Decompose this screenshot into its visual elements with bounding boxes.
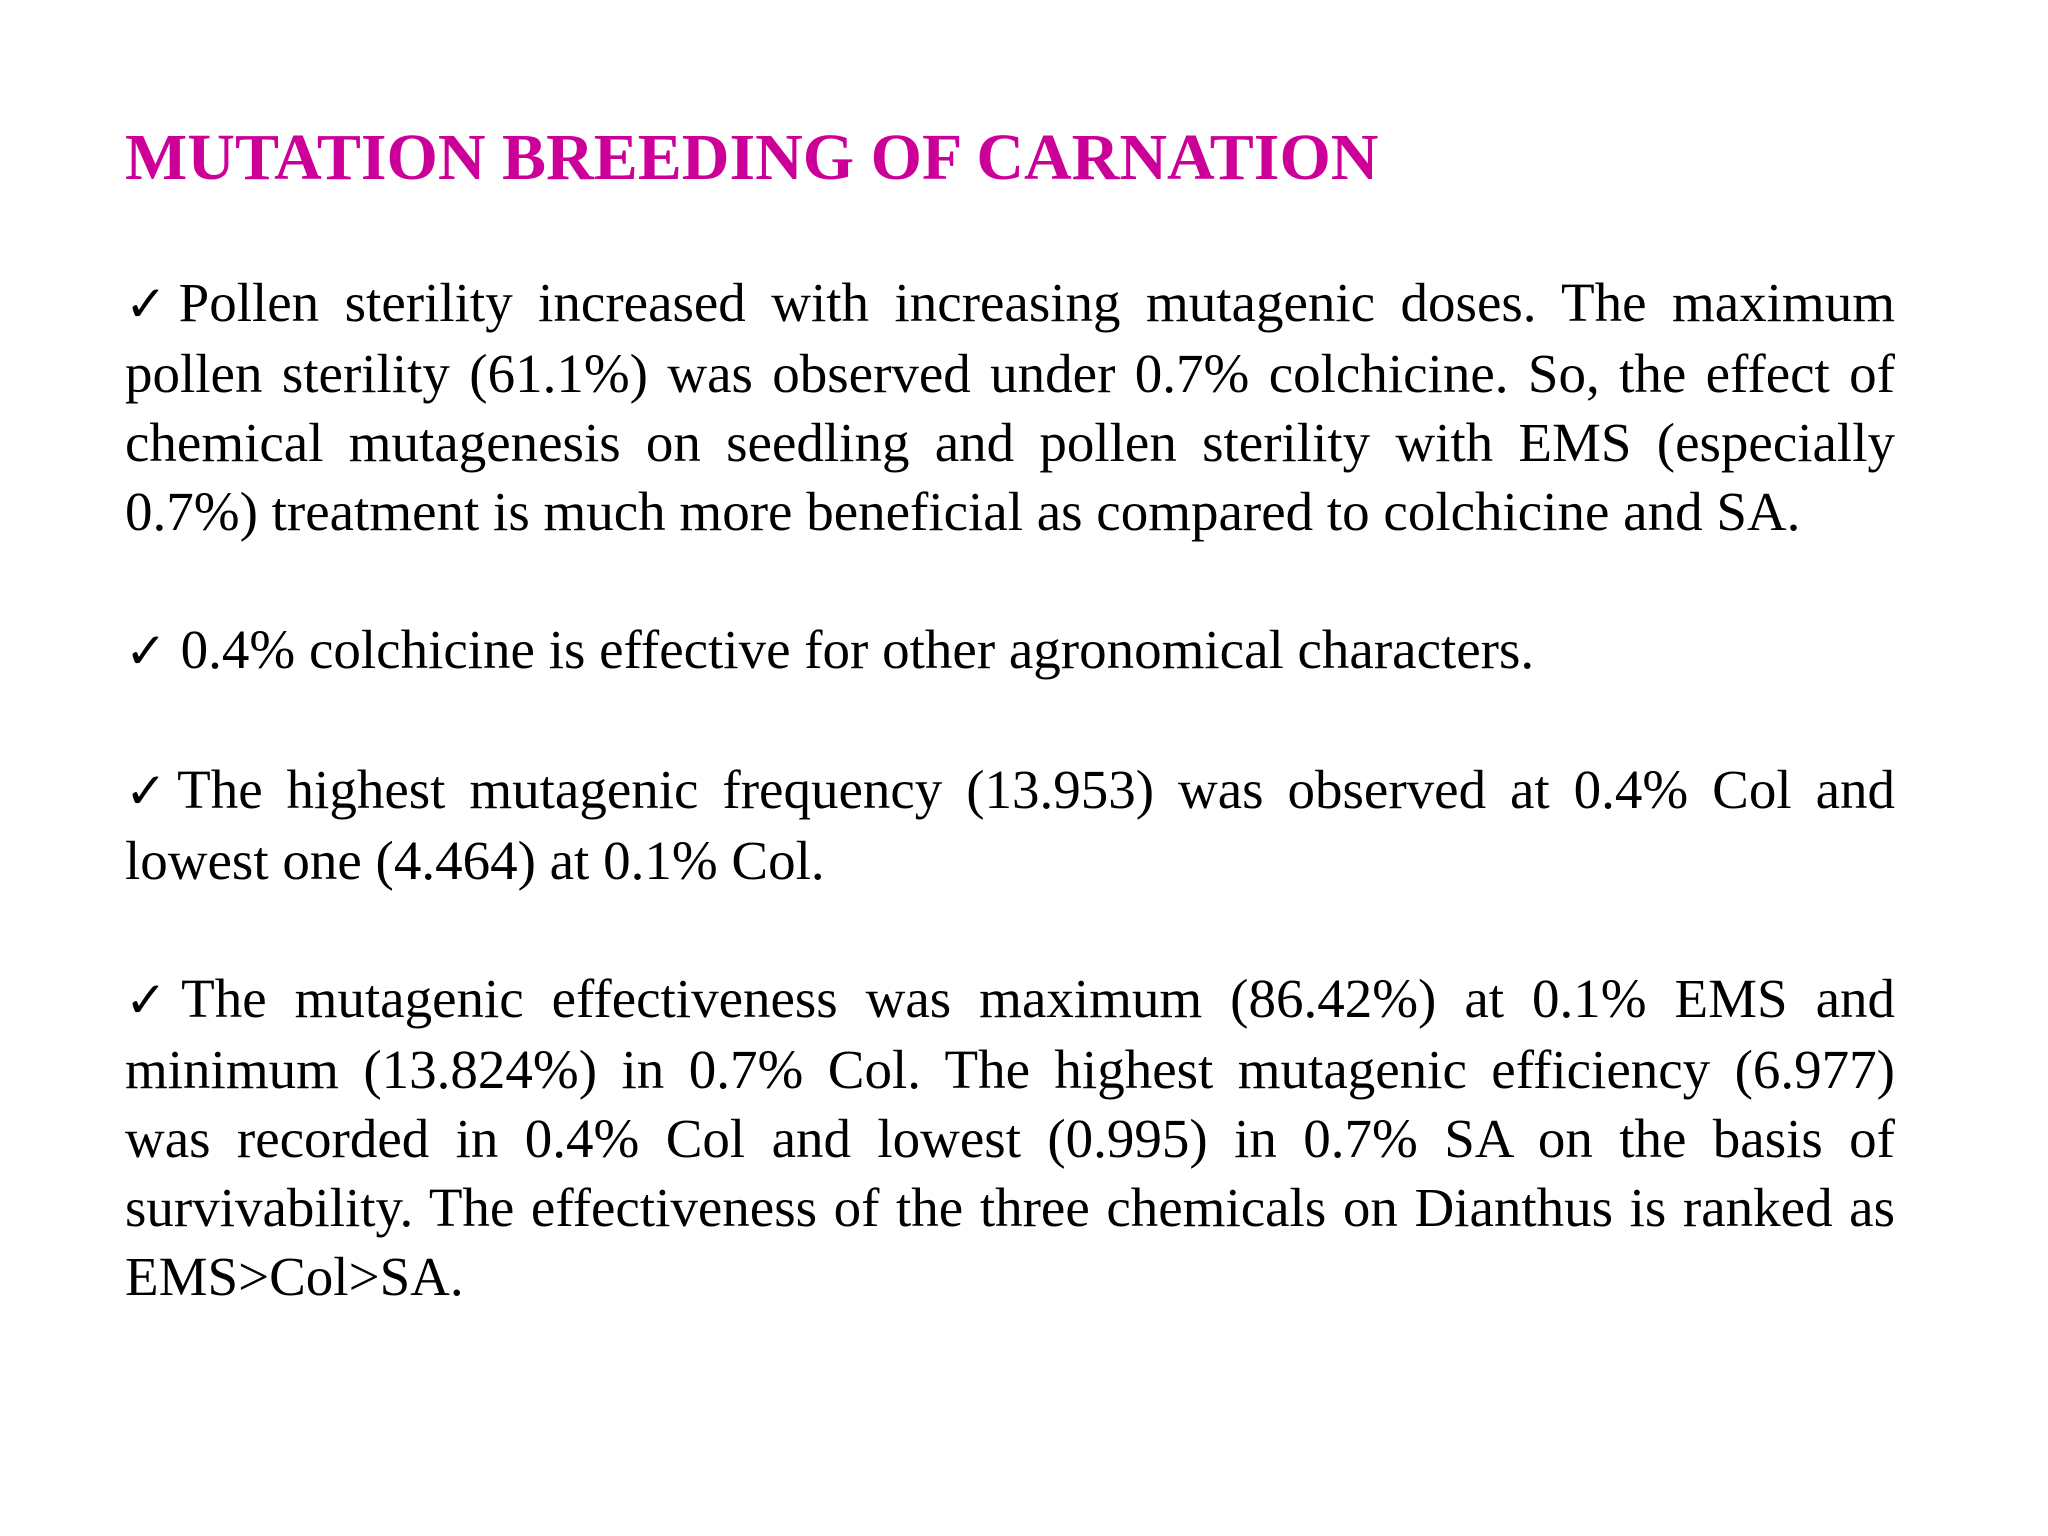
paragraph-gap [125,686,1895,755]
checkmark-icon: ✓ [125,275,179,333]
bullet-text: Pollen sterility increased with increasing mutagenic doses. The maximum pollen sterility (61.1%) was observed under 0.7% colchicine. So, the effect of chemical mutagenesis on seedling and pollen sterility with EMS (especially 0.7%) treatment is much more beneficial as compared to colchicine and SA. [125,272,1895,542]
checkmark-icon: ✓ [125,971,182,1029]
bullet-text: The mutagenic effectiveness was maximum (86.42%) at 0.1% EMS and minimum (13.824%) in 0.7% Col. The highest mutagenic efficiency (6.977) was recorded in 0.4% Col and lowest (0.995) in 0.7% SA on the basis of survivability. The effectiveness of the three chemicals on Dianthus is ranked as EMS>Col>SA. [125,968,1895,1307]
bullet-text: The highest mutagenic frequency (13.953) was observed at 0.4% Col and lowest one (4.464) at 0.1% Col. [125,759,1895,891]
bullet-item-pollen-sterility [125,268,1895,546]
bullet-text: 0.4% colchicine is effective for other agronomical characters. [180,619,1535,680]
bullet-item-mutagenic-effectiveness [125,964,1895,1311]
bullet-list [125,268,1895,1311]
bullet-item-mutagenic-frequency [125,755,1895,895]
paragraph-gap [125,895,1895,964]
checkmark-icon: ✓ [125,762,178,820]
slide-title: MUTATION BREEDING OF CARNATION [125,121,1379,194]
paragraph-gap [125,546,1895,615]
bullet-item-colchicine-effective [125,615,1895,686]
checkmark-icon: ✓ [125,622,167,680]
bullet-spacer [167,619,181,680]
